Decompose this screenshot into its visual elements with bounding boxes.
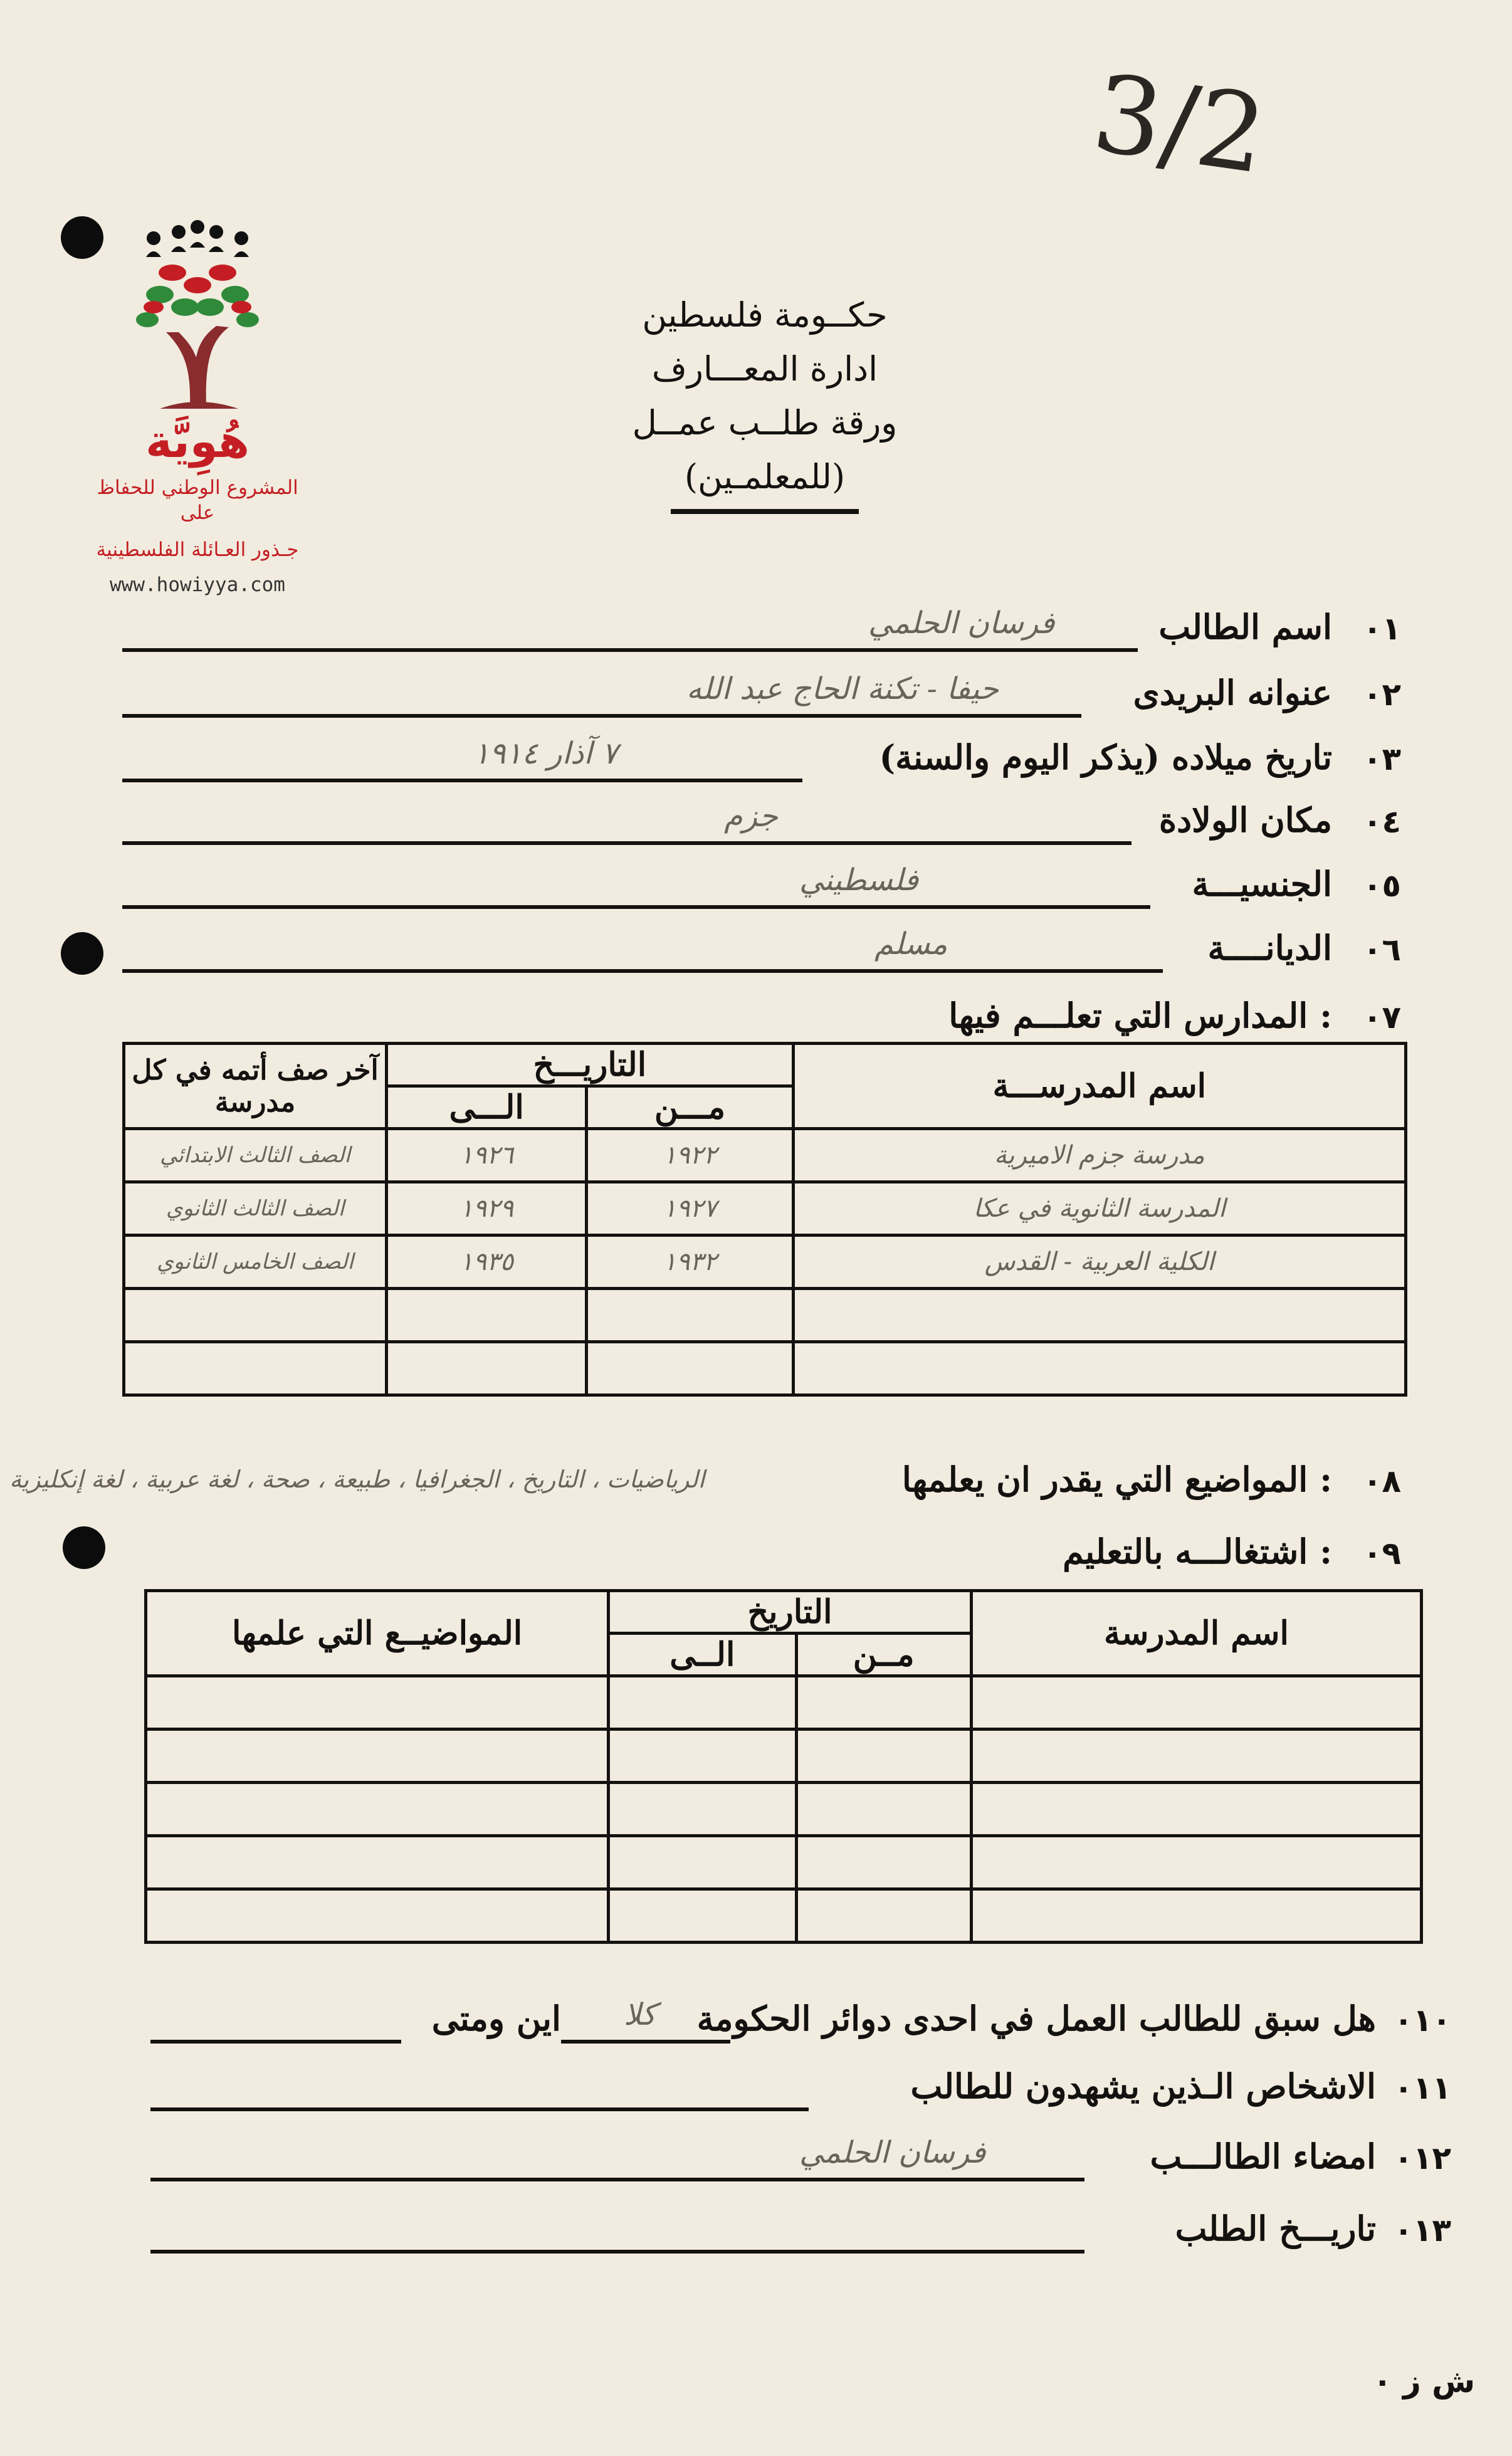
header-underline: [671, 509, 859, 514]
cell-last-class: الصف الثالث الثانوي: [124, 1182, 387, 1236]
field-number: ٠٣: [1362, 741, 1401, 777]
field-label: عنوانه البريدى: [1133, 673, 1332, 713]
field-number: ٠٧: [1362, 999, 1401, 1036]
field-number: ٠١٠: [1394, 2002, 1451, 2039]
field-value: كلا: [624, 1997, 656, 2032]
header-form-title: ورقة طلــب عمــل: [632, 403, 898, 443]
table-row: [124, 1129, 1406, 1182]
field-label: تاريخ ميلاده (يذكر اليوم والسنة): [879, 737, 1332, 777]
field-label: امضاء الطالـــب: [1150, 2136, 1376, 2176]
field-number: ٠٥: [1362, 868, 1401, 904]
field-number: ٠١: [1362, 611, 1401, 647]
logo-brand-text: هُوِيَّة: [145, 415, 249, 468]
field-label-where-when: اين ومتى: [431, 1998, 561, 2039]
punch-hole: [63, 1526, 105, 1569]
cell-to: ١٩٢٦: [387, 1129, 587, 1182]
table-row: [146, 1729, 1422, 1783]
field-number: ٠١٣: [1394, 2212, 1451, 2249]
footer-form-code: ش ز ٠: [1373, 2363, 1476, 2400]
fill-line: [122, 969, 1163, 973]
logo-url: www.howiyya.com: [110, 573, 285, 596]
corner-page-mark: 3/2: [1086, 51, 1274, 199]
col-date: التاريـــخ: [387, 1044, 794, 1086]
field-label: تاريـــخ الطلب: [1175, 2208, 1376, 2249]
field-label: الجنسيـــة: [1192, 864, 1332, 904]
col-date: التاريخ: [609, 1591, 972, 1634]
howiyya-logo: [94, 213, 301, 596]
family-tree-icon: [122, 213, 273, 414]
field-label: المواضيع التي يقدر ان يعلمها :: [901, 1459, 1332, 1499]
field-nationality: [122, 846, 1401, 909]
field-birth-place: [122, 782, 1401, 845]
field-religion: [122, 910, 1401, 973]
table-row: [146, 1783, 1422, 1836]
cell-school: المدرسة الثانوية في عكا: [793, 1182, 1405, 1236]
field-birth-date: [122, 720, 1401, 782]
field-number: ٠٢: [1362, 676, 1401, 713]
teaching-table: [144, 1589, 1423, 1944]
col-school-name: اسم المدرسة: [971, 1591, 1421, 1676]
field-number: ٠١٢: [1394, 2140, 1451, 2176]
field-government-service: [122, 1981, 1451, 2044]
field-label: اسم الطالب: [1158, 607, 1332, 647]
fill-line: [150, 2178, 1084, 2181]
header-form-subtitle: (للمعلمـين): [684, 457, 846, 496]
field-number: ٠٤: [1362, 804, 1401, 840]
fill-line: [150, 2250, 1084, 2254]
field-value: مسلم: [874, 926, 948, 962]
cell-from: ١٩٢٧: [587, 1182, 793, 1236]
field-value: حيفا - تكنة الحاج عبد الله: [686, 671, 999, 706]
fill-line: [122, 714, 1081, 718]
field-student-signature: [122, 2119, 1451, 2181]
cell-school: الكلية العربية - القدس: [793, 1236, 1405, 1289]
field-references: [122, 2049, 1451, 2111]
col-last-class: آخر صف أتمه في كل مدرسة: [124, 1044, 387, 1129]
field-label: المدارس التي تعلـــم فيها :: [948, 995, 1332, 1036]
field-label: الاشخاص الـذين يشهدون للطالب: [910, 2066, 1376, 2106]
field-value: جزم: [724, 799, 778, 834]
cell-last-class: الصف الخامس الثانوي: [124, 1236, 387, 1289]
field-value: فلسطيني: [799, 863, 919, 898]
col-to: الــى: [609, 1634, 796, 1676]
field-postal-address: [122, 655, 1401, 718]
col-school-name: اسم المدرســـة: [793, 1044, 1405, 1129]
schools-table: [122, 1042, 1407, 1397]
table-row: [124, 1342, 1406, 1395]
field-label: مكان الولادة: [1158, 800, 1332, 840]
table-row: [146, 1676, 1422, 1729]
field-value: الرياضيات ، التاريخ ، الجغرافيا ، طبيعة ، صحة ، لغة عربية ، لغة إنكليزية: [9, 1466, 705, 1493]
logo-tagline: المشروع الوطني للحفاظ على: [97, 476, 298, 525]
signature-value: فرسان الحلمي: [799, 2135, 986, 2170]
fill-line: [122, 841, 1131, 845]
cell-last-class: الصف الثالث الابتدائي: [124, 1129, 387, 1182]
cell-from: ١٩٢٢: [587, 1129, 793, 1182]
fill-line: [561, 2040, 730, 2044]
field-student-name: [122, 589, 1401, 652]
fill-line: [150, 2040, 401, 2044]
cell-school: مدرسة جزم الاميرية: [793, 1129, 1405, 1182]
field-label: الديانــــة: [1207, 928, 1332, 968]
col-from: مــن: [796, 1634, 971, 1676]
col-to: الـــى: [387, 1086, 587, 1129]
field-number: ٠٦: [1362, 931, 1401, 968]
field-teachable-subjects: [9, 1442, 1401, 1504]
table-row: [124, 1182, 1406, 1236]
col-from: مـــن: [587, 1086, 793, 1129]
logo-tagline: جـذور العـائلة الفلسطينية: [96, 538, 299, 561]
field-value: فرسان الحلمي: [868, 606, 1055, 641]
table-row: [146, 1836, 1422, 1889]
table-row: [146, 1889, 1422, 1943]
cell-to: ١٩٣٥: [387, 1236, 587, 1289]
document-header: [533, 288, 997, 514]
header-department: ادارة المعـــارف: [651, 349, 878, 389]
fill-line: [122, 905, 1150, 909]
table-row: [124, 1236, 1406, 1289]
field-label: اشتغالـــه بالتعليم :: [1063, 1531, 1332, 1572]
fill-line: [150, 2107, 809, 2111]
field-number: ٠٩: [1362, 1535, 1401, 1572]
cell-from: ١٩٣٢: [587, 1236, 793, 1289]
field-schools-attended: [122, 978, 1401, 1041]
field-number: ٠١١: [1394, 2070, 1451, 2106]
field-teaching-experience: [122, 1514, 1401, 1577]
field-application-date: [122, 2191, 1451, 2254]
field-number: ٠٨: [1362, 1463, 1401, 1499]
table-row: [124, 1289, 1406, 1342]
punch-hole: [61, 932, 103, 975]
field-label: هل سبق للطالب العمل في احدى دوائر الحكومة: [696, 1998, 1376, 2039]
cell-to: ١٩٢٩: [387, 1182, 587, 1236]
col-subjects: المواضيــع التي علمها: [146, 1591, 609, 1676]
header-government: حكــومة فلسطين: [642, 295, 888, 335]
field-value: ٧ آذار ١٩١٤: [473, 736, 618, 771]
fill-line: [122, 648, 1138, 652]
